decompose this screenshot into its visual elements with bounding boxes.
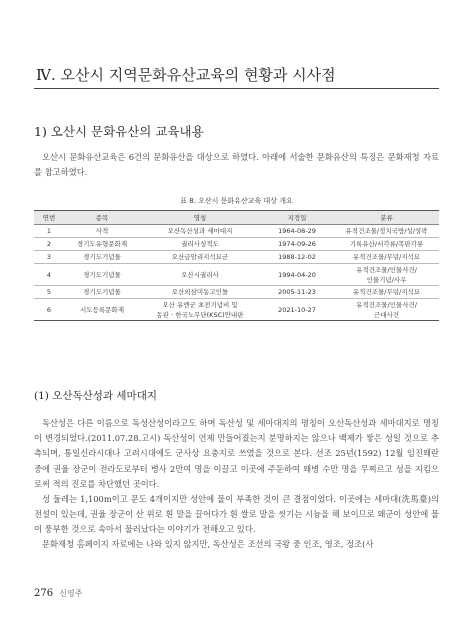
cell-classification: 유적건조물/무덤/지석묘 [334, 286, 439, 299]
header-date: 지정일 [260, 211, 334, 225]
author-name: 신영주 [59, 589, 83, 598]
subsection-title: (1) 오산독산성과 세마대지 [34, 390, 157, 402]
cell-date: 2005-11-23 [260, 286, 334, 299]
cell-date: 1964-08-29 [260, 225, 334, 238]
table-row [34, 251, 439, 264]
body-paragraph: 독산성은 다른 이름으로 독성산성이라고도 하며 독산성 및 세마대지의 명칭이 오산독산성과 세마대지로 명칭이 변경되었다.(2011.07.28.고시) 독산성이 언제 만들어졌는지 분명하지는 않으나 백제가 쌓은 성일 것으로 추측되며, 통일신라시대나 고려시대에도 군사상 요충지로 쓰였을 것으로 본다. 선조 25년(1592) 12월 임진왜란 중에 권율 장군이 전라도로부터 병사 2만여 명을 이끌고 이곳에 주둔하여 왜병 수만 명을 무찌르고 성을 지킴으로써 적의 진로를 차단했던 곳이다. [34, 418, 439, 489]
cell-name: 오산시궐리사 [140, 264, 260, 286]
cell-category: 경기도유형문화재 [64, 238, 140, 251]
cell-classification: 유적건조물/정치국방/성/성곽 [334, 225, 439, 238]
cell-classification: 유적건조물/인물사건/ 인물기념/사우 [334, 264, 439, 286]
page-number: 276 [34, 588, 54, 599]
section-title: 1) 오산시 문화유산의 교육내용 [34, 124, 204, 139]
heritage-table [34, 210, 439, 321]
header-number: 연번 [34, 211, 64, 225]
header-name: 명칭 [140, 211, 260, 225]
body-paragraph: 성 둘레는 1,100m이고 문도 4개이지만 성안에 물이 부족한 것이 큰 결점이었다. 이곳에는 세마대(洗馬臺)의 전설이 있는데, 권율 장군이 산 위로 흰 말을 끌어다가 흰 쌀로 말을 씻기는 시늉을 해 보이므로 왜군이 성안에 물이 풍부한 것으로 속아서 물러났다는 이야기가 전해오고 있다. [34, 494, 439, 535]
chapter-heading [34, 60, 439, 89]
header-classification: 분류 [334, 211, 439, 225]
cell-number: 6 [34, 299, 64, 321]
cell-name: 오산 유엔군 초전기념비 및 동판 · 한국노무단(KSC)안내판 [140, 299, 260, 321]
cell-date: 1974-09-26 [260, 238, 334, 251]
chapter-title: Ⅳ. 오산시 지역문화유산교육의 현황과 시사점 [36, 66, 336, 84]
cell-name: 궐리사성적도 [140, 238, 260, 251]
cell-name: 오산독산성과 세마대지 [140, 225, 260, 238]
page-footer [34, 588, 82, 599]
cell-number: 3 [34, 251, 64, 264]
table-row [34, 238, 439, 251]
cell-date: 2021-10-27 [260, 299, 334, 321]
table-body [34, 225, 439, 321]
cell-category: 시도등록문화재 [64, 299, 140, 321]
cell-classification: 유적건조물/인물사건/ 근대사건 [334, 299, 439, 321]
body-paragraph: 문화재청 홈페이지 자료에는 나와 있지 않지만, 독산성은 조선의 국왕 중 인조, 영조, 정조(사 [42, 539, 374, 549]
cell-classification: 유적건조물/무덤/지석묘 [334, 251, 439, 264]
table-header-row [34, 211, 439, 225]
cell-date: 1988-12-02 [260, 251, 334, 264]
cell-date: 1994-04-20 [260, 264, 334, 286]
cell-category: 경기도기념물 [64, 264, 140, 286]
table-row [34, 286, 439, 299]
cell-category: 사적 [64, 225, 140, 238]
cell-number: 2 [34, 238, 64, 251]
cell-name: 오산금암리지석묘군 [140, 251, 260, 264]
cell-category: 경기도기념물 [64, 251, 140, 264]
table-row [34, 225, 439, 238]
intro-paragraph: 오산시 문화유산교육은 6건의 문화유산을 대상으로 하였다. 아래에 서술한 문화유산의 특징은 문화재청 자료를 참고하였다. [34, 152, 439, 178]
cell-number: 5 [34, 286, 64, 299]
cell-category: 경기도기념물 [64, 286, 140, 299]
cell-number: 4 [34, 264, 64, 286]
table-row [34, 299, 439, 321]
cell-number: 1 [34, 225, 64, 238]
header-category: 종목 [64, 211, 140, 225]
cell-classification: 기록유산/서각류/목판각류 [334, 238, 439, 251]
table-row [34, 264, 439, 286]
cell-name: 오산외삼미동고인돌 [140, 286, 260, 299]
table-caption: 표 8. 오산시 문화유산교육 대상 개요 [180, 197, 293, 205]
